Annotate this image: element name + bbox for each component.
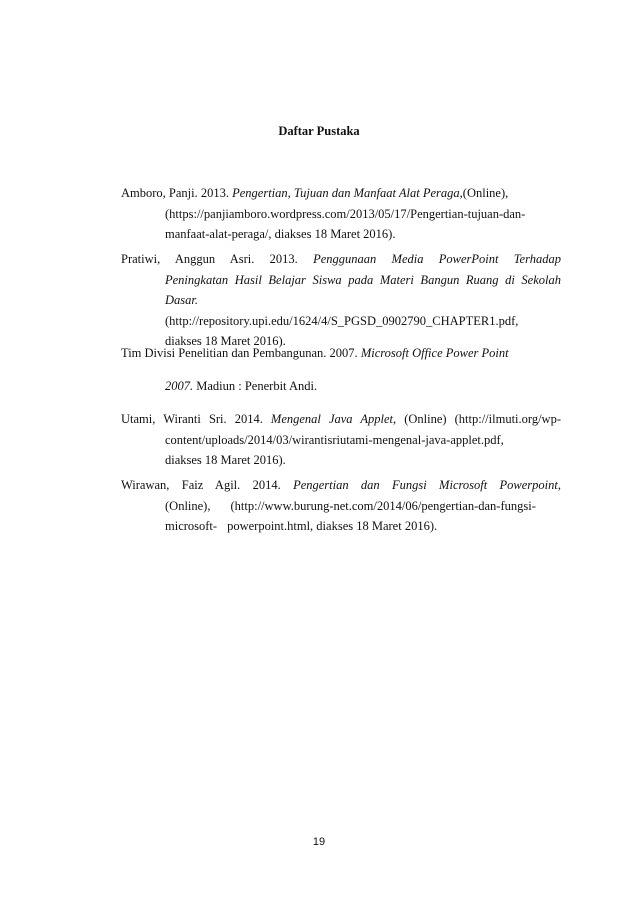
ref-author: Wirawan, Faiz Agil. 2014. bbox=[121, 478, 294, 492]
reference-line bbox=[121, 409, 561, 430]
reference-line bbox=[121, 183, 561, 204]
ref-title: Peningkatan Hasil Belajar Siswa pada Materi Bangun Ruang di Sekolah bbox=[165, 272, 561, 287]
reference-line: diakses 18 Maret 2016). bbox=[165, 453, 286, 467]
reference-amboro bbox=[121, 183, 561, 245]
reference-line bbox=[121, 496, 561, 517]
ref-text: (Online), bbox=[165, 498, 211, 513]
reference-line bbox=[121, 249, 561, 270]
reference-line bbox=[121, 516, 561, 537]
ref-title: Microsoft Office Power Point bbox=[360, 346, 509, 360]
ref-text: (Online), bbox=[462, 186, 509, 200]
page-number: 19 bbox=[312, 836, 326, 848]
ref-url: microsoft- bbox=[165, 519, 218, 533]
reference-line: (http://repository.upi.edu/1624/4/S_PGSD_0902790_CHAPTER1.pdf, bbox=[165, 313, 519, 328]
ref-title: Penggunaan Media PowerPoint Terhadap bbox=[313, 252, 561, 266]
reference-line: diakses 18 Maret 2016). bbox=[165, 334, 286, 348]
ref-title: Pengertian, Tujuan dan Manfaat Alat Peraga, bbox=[232, 186, 463, 200]
ref-author: Pratiwi, Anggun Asri. 2013. bbox=[121, 252, 314, 266]
reference-line bbox=[121, 376, 561, 397]
reference-utami bbox=[121, 409, 561, 471]
reference-line bbox=[121, 290, 561, 311]
ref-title: Pengertian dan Fungsi Microsoft Powerpoint, bbox=[293, 478, 561, 492]
reference-pratiwi bbox=[121, 249, 561, 352]
ref-author: Utami, Wiranti Sri. 2014. bbox=[121, 412, 271, 426]
page-title: Daftar Pustaka bbox=[278, 124, 360, 138]
ref-url: powerpoint.html, diakses 18 Maret 2016). bbox=[227, 519, 438, 533]
reference-tim-divisi bbox=[121, 343, 561, 396]
ref-text: Madiun : Penerbit Andi. bbox=[193, 378, 318, 393]
ref-author: Tim Divisi Penelitian dan Pembangunan. 2007. bbox=[121, 346, 361, 360]
ref-url: (http://www.burung-net.com/2014/06/pengertian-dan-fungsi- bbox=[230, 498, 536, 513]
reference-wirawan bbox=[121, 475, 561, 537]
reference-line bbox=[121, 270, 561, 291]
reference-line: manfaat-alat-peraga/, diakses 18 Maret 2016). bbox=[165, 227, 396, 241]
ref-title: Dasar. bbox=[165, 293, 198, 307]
ref-author: Amboro, Panji. 2013. bbox=[121, 186, 233, 200]
ref-title: Mengenal Java Applet, bbox=[270, 412, 397, 426]
ref-title: 2007. bbox=[165, 378, 194, 393]
reference-line bbox=[121, 343, 561, 364]
reference-line bbox=[121, 475, 561, 496]
reference-line: (https://panjiamboro.wordpress.com/2013/05/17/Pengertian-tujuan-dan- bbox=[165, 206, 526, 221]
ref-text: (Online) (http://ilmuti.org/wp- bbox=[396, 412, 561, 426]
reference-line: content/uploads/2014/03/wirantisriutami-mengenal-java-applet.pdf, bbox=[165, 432, 504, 447]
